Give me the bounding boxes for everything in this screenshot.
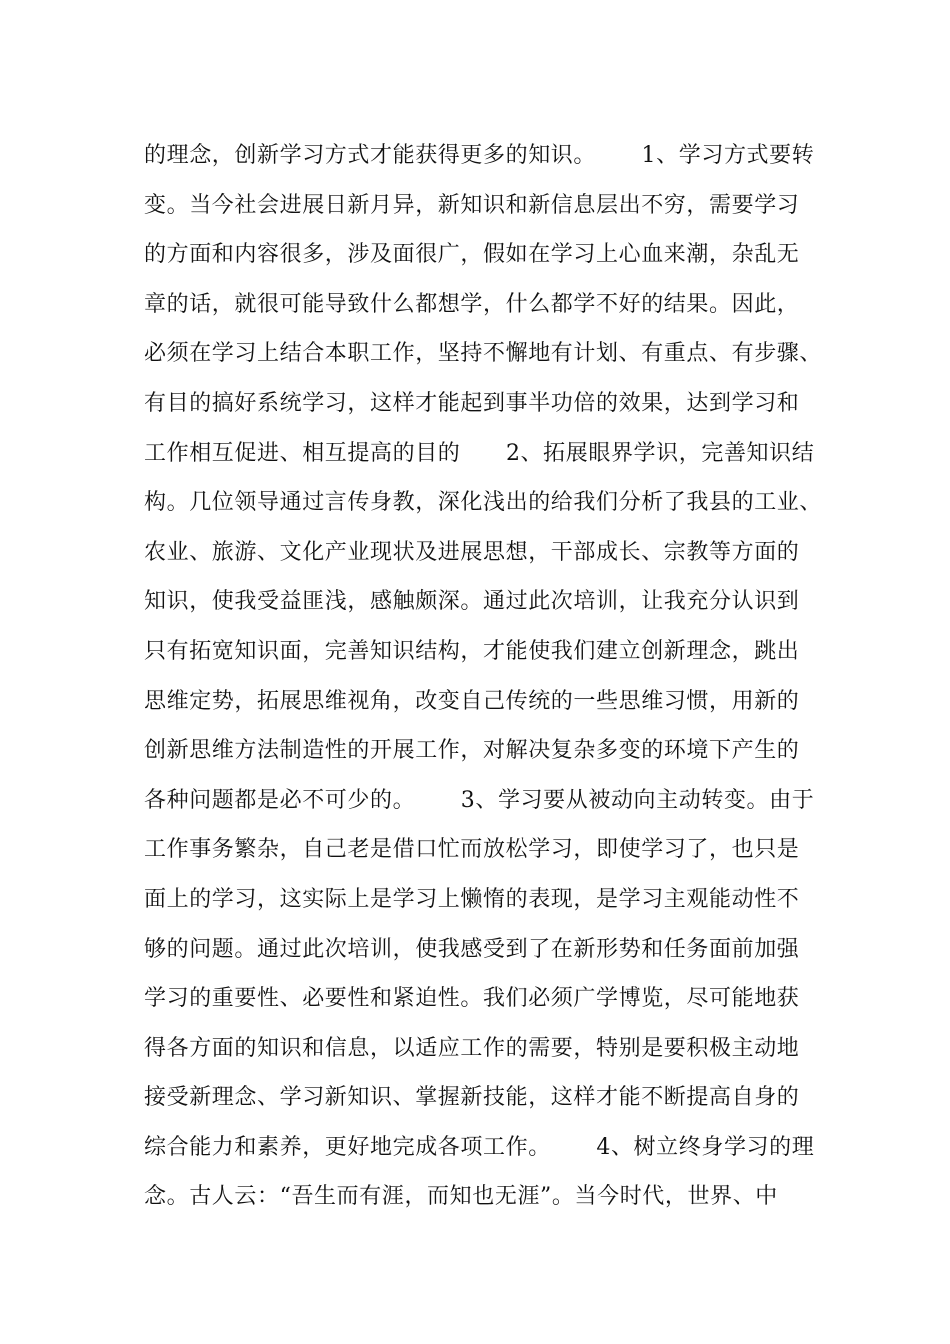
text-line: 必须在学习上结合本职工作，坚持不懈地有计划、有重点、有步骤、 bbox=[144, 341, 823, 367]
text-line: 思维定势，拓展思维视角，改变自己传统的一些思维习惯，用新的 bbox=[144, 688, 800, 714]
text-line: 得各方面的知识和信息，以适应工作的需要，特别是要积极主动地 bbox=[144, 1035, 800, 1061]
text-line: 综合能力和素养，更好地完成各项工作。 4、树立终身学习的理 bbox=[144, 1134, 815, 1160]
text-line: 够的问题。通过此次培训，使我感受到了在新形势和任务面前加强 bbox=[144, 936, 800, 962]
text-line: 面上的学习，这实际上是学习上懒惰的表现，是学习主观能动性不 bbox=[144, 886, 800, 912]
text-line: 的方面和内容很多，涉及面很广，假如在学习上心血来潮，杂乱无 bbox=[144, 242, 800, 268]
text-line: 接受新理念、学习新知识、掌握新技能，这样才能不断提高自身的 bbox=[144, 1085, 800, 1111]
text-line: 工作相互促进、相互提高的目的 2、拓展眼界学识，完善知识结 bbox=[144, 440, 815, 466]
text-line: 知识，使我受益匪浅，感触颇深。通过此次培训，让我充分认识到 bbox=[144, 589, 800, 615]
text-line: 农业、旅游、文化产业现状及进展思想，干部成长、宗教等方面的 bbox=[144, 539, 800, 565]
text-line: 章的话，就很可能导致什么都想学，什么都学不好的结果。因此， bbox=[144, 291, 800, 317]
text-line: 只有拓宽知识面，完善知识结构，才能使我们建立创新理念，跳出 bbox=[144, 638, 800, 664]
text-line: 各种问题都是必不可少的。 3、学习要从被动向主动转变。由于 bbox=[144, 787, 815, 813]
text-line: 的理念，创新学习方式才能获得更多的知识。 1、学习方式要转 bbox=[144, 143, 815, 168]
text-line: 构。几位领导通过言传身教，深化浅出的给我们分析了我县的工业、 bbox=[144, 490, 823, 516]
text-line: 有目的搞好系统学习，这样才能起到事半功倍的效果，达到学习和 bbox=[144, 390, 800, 416]
text-line: 工作事务繁杂，自己老是借口忙而放松学习，即使学习了，也只是 bbox=[144, 837, 800, 863]
text-line: 念。古人云：“吾生而有涯，而知也无涯”。当今时代，世界、中 bbox=[144, 1184, 778, 1210]
text-line: 变。当今社会进展日新月异，新知识和新信息层出不穷，需要学习 bbox=[144, 192, 800, 218]
body-paragraph bbox=[144, 131, 834, 1222]
text-line: 创新思维方法制造性的开展工作，对解决复杂多变的环境下产生的 bbox=[144, 738, 800, 764]
text-line: 学习的重要性、必要性和紧迫性。我们必须广学博览，尽可能地获 bbox=[144, 986, 800, 1012]
